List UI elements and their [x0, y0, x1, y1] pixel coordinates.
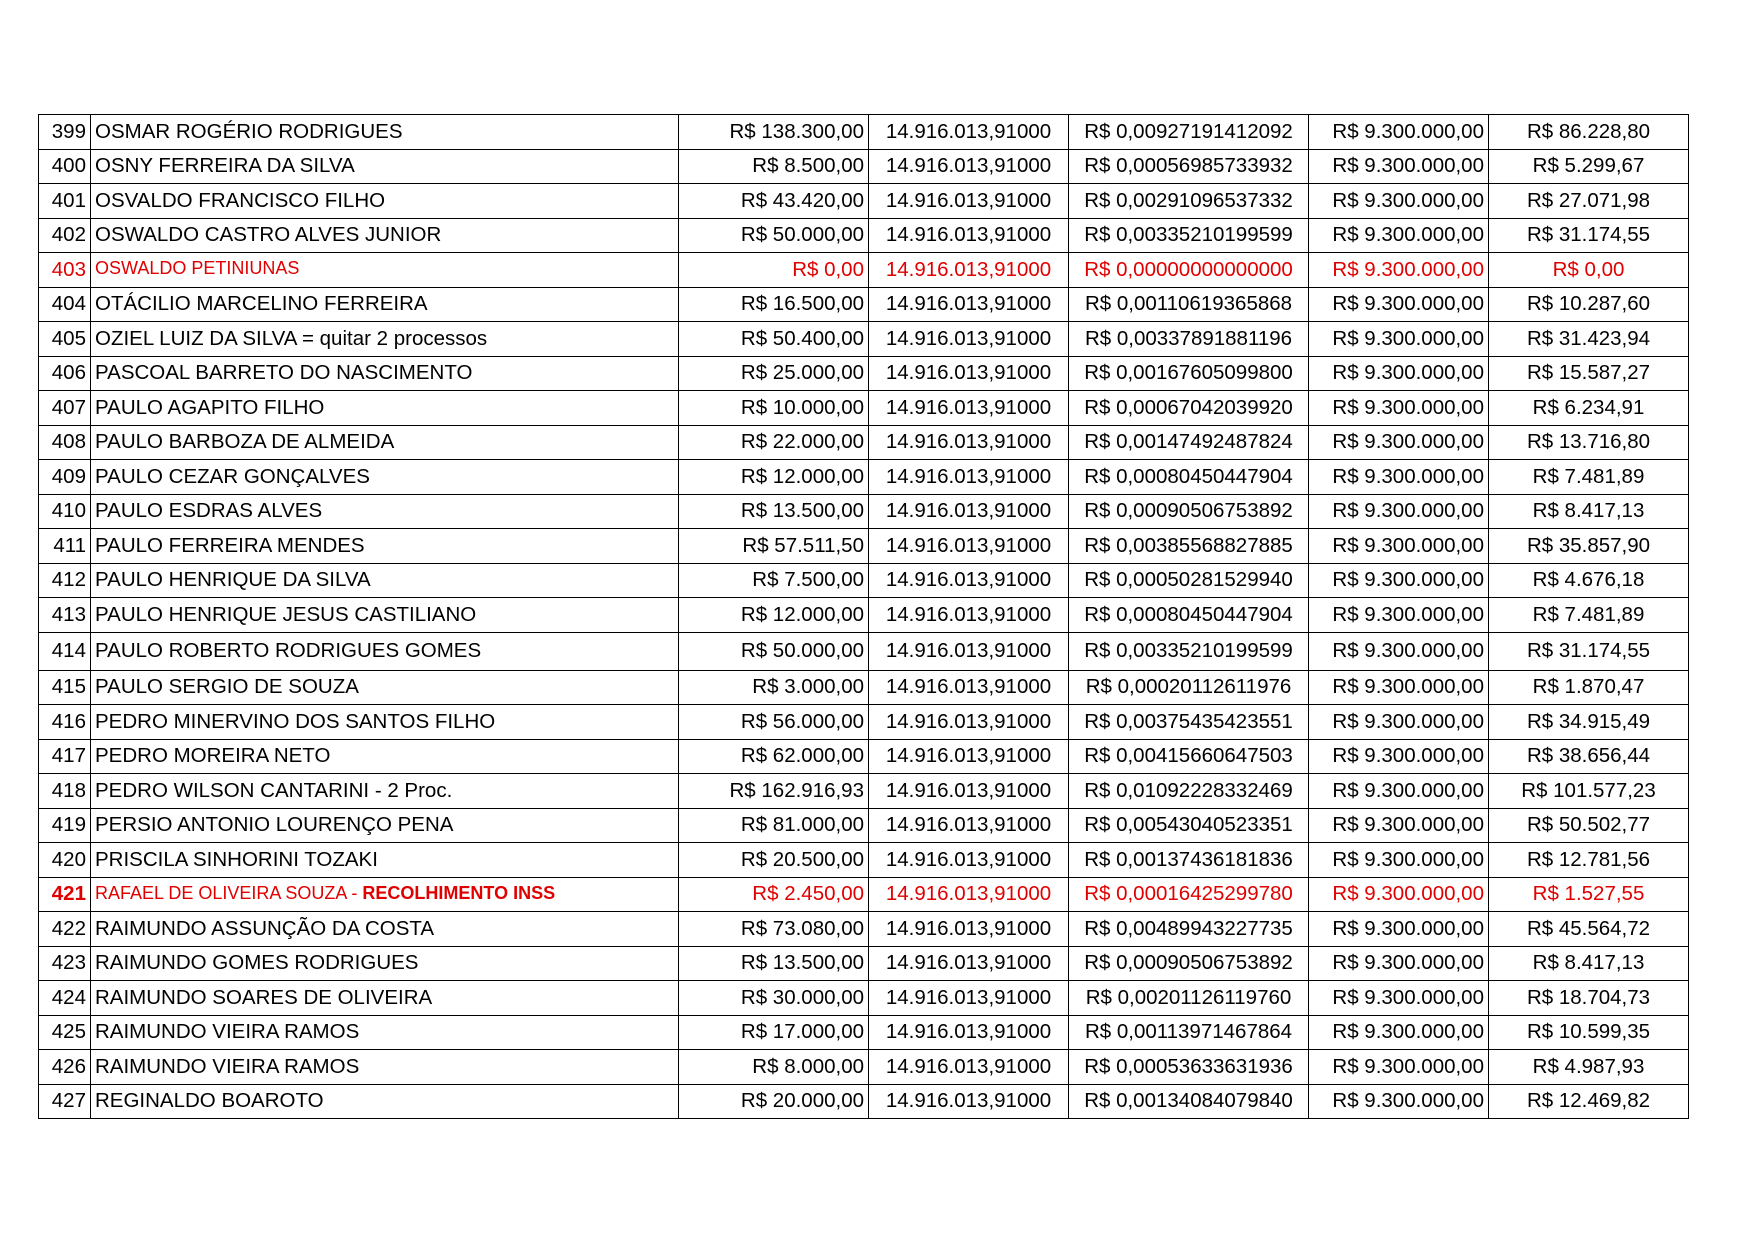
creditor-name: OSNY FERREIRA DA SILVA: [91, 149, 679, 184]
row-number: 404: [39, 287, 91, 322]
row-number: 427: [39, 1084, 91, 1119]
proportion-factor: R$ 0,00113971467864: [1069, 1015, 1309, 1050]
total-credits: 14.916.013,91000: [869, 149, 1069, 184]
creditor-name: [91, 877, 679, 912]
credit-amount: R$ 0,00: [679, 253, 869, 288]
proportion-factor: R$ 0,00056985733932: [1069, 149, 1309, 184]
proportion-factor: R$ 0,00080450447904: [1069, 460, 1309, 495]
row-number: 402: [39, 218, 91, 253]
row-number: 419: [39, 808, 91, 843]
creditor-name: RAIMUNDO ASSUNÇÃO DA COSTA: [91, 912, 679, 947]
payout-share: R$ 15.587,27: [1489, 356, 1689, 391]
row-number: 413: [39, 598, 91, 633]
payout-share: R$ 45.564,72: [1489, 912, 1689, 947]
creditor-name: PEDRO WILSON CANTARINI - 2 Proc.: [91, 774, 679, 809]
payout-share: R$ 1.527,55: [1489, 877, 1689, 912]
total-credits: 14.916.013,91000: [869, 912, 1069, 947]
total-credits: 14.916.013,91000: [869, 425, 1069, 460]
credit-amount: R$ 50.000,00: [679, 632, 869, 670]
total-credits: 14.916.013,91000: [869, 632, 1069, 670]
proportion-factor: R$ 0,00147492487824: [1069, 425, 1309, 460]
payout-share: R$ 35.857,90: [1489, 529, 1689, 564]
table-row: [39, 1050, 1689, 1085]
row-number: 412: [39, 563, 91, 598]
table-row: [39, 494, 1689, 529]
total-credits: 14.916.013,91000: [869, 774, 1069, 809]
credit-amount: R$ 20.000,00: [679, 1084, 869, 1119]
total-credits: 14.916.013,91000: [869, 322, 1069, 357]
total-credits: 14.916.013,91000: [869, 1050, 1069, 1085]
credit-amount: R$ 17.000,00: [679, 1015, 869, 1050]
available-pool: R$ 9.300.000,00: [1309, 184, 1489, 219]
creditor-name: PAULO AGAPITO FILHO: [91, 391, 679, 426]
creditor-name: PAULO BARBOZA DE ALMEIDA: [91, 425, 679, 460]
total-credits: 14.916.013,91000: [869, 739, 1069, 774]
table-row: [39, 184, 1689, 219]
proportion-factor: R$ 0,00000000000000: [1069, 253, 1309, 288]
credit-amount: R$ 12.000,00: [679, 460, 869, 495]
available-pool: R$ 9.300.000,00: [1309, 218, 1489, 253]
available-pool: R$ 9.300.000,00: [1309, 1050, 1489, 1085]
credit-amount: R$ 8.500,00: [679, 149, 869, 184]
available-pool: R$ 9.300.000,00: [1309, 563, 1489, 598]
creditor-name-text: RAFAEL DE OLIVEIRA SOUZA -: [95, 882, 363, 903]
available-pool: R$ 9.300.000,00: [1309, 877, 1489, 912]
creditor-table: [38, 114, 1689, 1119]
credit-amount: R$ 2.450,00: [679, 877, 869, 912]
credit-amount: R$ 30.000,00: [679, 981, 869, 1016]
total-credits: 14.916.013,91000: [869, 287, 1069, 322]
total-credits: 14.916.013,91000: [869, 946, 1069, 981]
creditor-name: PAULO ESDRAS ALVES: [91, 494, 679, 529]
payout-share: R$ 7.481,89: [1489, 460, 1689, 495]
proportion-factor: R$ 0,00543040523351: [1069, 808, 1309, 843]
credit-amount: R$ 50.400,00: [679, 322, 869, 357]
row-number: 411: [39, 529, 91, 564]
row-number: 405: [39, 322, 91, 357]
available-pool: R$ 9.300.000,00: [1309, 632, 1489, 670]
total-credits: 14.916.013,91000: [869, 705, 1069, 740]
creditor-name: PAULO FERREIRA MENDES: [91, 529, 679, 564]
available-pool: R$ 9.300.000,00: [1309, 115, 1489, 150]
table-row: [39, 529, 1689, 564]
row-number: 416: [39, 705, 91, 740]
credit-amount: R$ 57.511,50: [679, 529, 869, 564]
proportion-factor: R$ 0,00927191412092: [1069, 115, 1309, 150]
credit-amount: R$ 43.420,00: [679, 184, 869, 219]
table-row: [39, 670, 1689, 705]
proportion-factor: R$ 0,00375435423551: [1069, 705, 1309, 740]
table-row: [39, 774, 1689, 809]
row-number: 424: [39, 981, 91, 1016]
table-row: [39, 912, 1689, 947]
proportion-factor: R$ 0,00385568827885: [1069, 529, 1309, 564]
payout-share: R$ 8.417,13: [1489, 946, 1689, 981]
proportion-factor: R$ 0,00167605099800: [1069, 356, 1309, 391]
table-row: [39, 632, 1689, 670]
total-credits: 14.916.013,91000: [869, 1084, 1069, 1119]
proportion-factor: R$ 0,00016425299780: [1069, 877, 1309, 912]
payout-share: R$ 13.716,80: [1489, 425, 1689, 460]
creditor-name: PASCOAL BARRETO DO NASCIMENTO: [91, 356, 679, 391]
creditor-name: RAIMUNDO GOMES RODRIGUES: [91, 946, 679, 981]
available-pool: R$ 9.300.000,00: [1309, 739, 1489, 774]
table-row: [39, 322, 1689, 357]
row-number: 400: [39, 149, 91, 184]
creditor-name: OSWALDO CASTRO ALVES JUNIOR: [91, 218, 679, 253]
row-number: 401: [39, 184, 91, 219]
row-number: 406: [39, 356, 91, 391]
proportion-factor: R$ 0,00201126119760: [1069, 981, 1309, 1016]
available-pool: R$ 9.300.000,00: [1309, 912, 1489, 947]
available-pool: R$ 9.300.000,00: [1309, 494, 1489, 529]
available-pool: R$ 9.300.000,00: [1309, 529, 1489, 564]
proportion-factor: R$ 0,00335210199599: [1069, 632, 1309, 670]
table-row: [39, 391, 1689, 426]
payout-share: R$ 31.174,55: [1489, 632, 1689, 670]
payout-share: R$ 31.423,94: [1489, 322, 1689, 357]
available-pool: R$ 9.300.000,00: [1309, 425, 1489, 460]
proportion-factor: R$ 0,00067042039920: [1069, 391, 1309, 426]
payout-share: R$ 4.987,93: [1489, 1050, 1689, 1085]
row-number: 410: [39, 494, 91, 529]
total-credits: 14.916.013,91000: [869, 253, 1069, 288]
row-number: 399: [39, 115, 91, 150]
payout-share: R$ 1.870,47: [1489, 670, 1689, 705]
table-row: [39, 981, 1689, 1016]
available-pool: R$ 9.300.000,00: [1309, 322, 1489, 357]
creditor-name: PAULO ROBERTO RODRIGUES GOMES: [91, 632, 679, 670]
credit-amount: R$ 10.000,00: [679, 391, 869, 426]
payout-share: R$ 12.469,82: [1489, 1084, 1689, 1119]
creditor-name: PERSIO ANTONIO LOURENÇO PENA: [91, 808, 679, 843]
table-row: [39, 808, 1689, 843]
row-number: 417: [39, 739, 91, 774]
proportion-factor: R$ 0,00291096537332: [1069, 184, 1309, 219]
table-row: [39, 705, 1689, 740]
creditor-name: RAIMUNDO VIEIRA RAMOS: [91, 1015, 679, 1050]
credit-amount: R$ 16.500,00: [679, 287, 869, 322]
row-number: 420: [39, 843, 91, 878]
total-credits: 14.916.013,91000: [869, 115, 1069, 150]
total-credits: 14.916.013,91000: [869, 460, 1069, 495]
total-credits: 14.916.013,91000: [869, 529, 1069, 564]
credit-amount: R$ 50.000,00: [679, 218, 869, 253]
credit-amount: R$ 62.000,00: [679, 739, 869, 774]
credit-amount: R$ 22.000,00: [679, 425, 869, 460]
creditor-name: PRISCILA SINHORINI TOZAKI: [91, 843, 679, 878]
credit-amount: R$ 162.916,93: [679, 774, 869, 809]
credit-amount: R$ 8.000,00: [679, 1050, 869, 1085]
available-pool: R$ 9.300.000,00: [1309, 1015, 1489, 1050]
table-row: [39, 460, 1689, 495]
table-row-highlighted: [39, 253, 1689, 288]
credit-amount: R$ 13.500,00: [679, 946, 869, 981]
spreadsheet-page: [38, 114, 1688, 1119]
available-pool: R$ 9.300.000,00: [1309, 287, 1489, 322]
total-credits: 14.916.013,91000: [869, 494, 1069, 529]
available-pool: R$ 9.300.000,00: [1309, 670, 1489, 705]
creditor-name: PAULO HENRIQUE DA SILVA: [91, 563, 679, 598]
payout-share: R$ 7.481,89: [1489, 598, 1689, 633]
table-row: [39, 115, 1689, 150]
total-credits: 14.916.013,91000: [869, 218, 1069, 253]
payout-share: R$ 8.417,13: [1489, 494, 1689, 529]
total-credits: 14.916.013,91000: [869, 808, 1069, 843]
available-pool: R$ 9.300.000,00: [1309, 981, 1489, 1016]
proportion-factor: R$ 0,00137436181836: [1069, 843, 1309, 878]
row-number: 423: [39, 946, 91, 981]
row-number: 407: [39, 391, 91, 426]
proportion-factor: R$ 0,00080450447904: [1069, 598, 1309, 633]
available-pool: R$ 9.300.000,00: [1309, 946, 1489, 981]
proportion-factor: R$ 0,01092228332469: [1069, 774, 1309, 809]
credit-amount: R$ 3.000,00: [679, 670, 869, 705]
proportion-factor: R$ 0,00053633631936: [1069, 1050, 1309, 1085]
proportion-factor: R$ 0,00090506753892: [1069, 946, 1309, 981]
creditor-name: OZIEL LUIZ DA SILVA = quitar 2 processos: [91, 322, 679, 357]
table-row: [39, 598, 1689, 633]
available-pool: R$ 9.300.000,00: [1309, 460, 1489, 495]
total-credits: 14.916.013,91000: [869, 981, 1069, 1016]
table-row: [39, 843, 1689, 878]
credit-amount: R$ 25.000,00: [679, 356, 869, 391]
credit-amount: R$ 13.500,00: [679, 494, 869, 529]
payout-share: R$ 4.676,18: [1489, 563, 1689, 598]
table-row: [39, 563, 1689, 598]
row-number: 408: [39, 425, 91, 460]
table-row: [39, 739, 1689, 774]
creditor-name-note: RECOLHIMENTO INSS: [362, 882, 556, 903]
payout-share: R$ 86.228,80: [1489, 115, 1689, 150]
payout-share: R$ 27.071,98: [1489, 184, 1689, 219]
creditor-name: PAULO HENRIQUE JESUS CASTILIANO: [91, 598, 679, 633]
total-credits: 14.916.013,91000: [869, 598, 1069, 633]
total-credits: 14.916.013,91000: [869, 356, 1069, 391]
available-pool: R$ 9.300.000,00: [1309, 774, 1489, 809]
payout-share: R$ 5.299,67: [1489, 149, 1689, 184]
table-row: [39, 1084, 1689, 1119]
creditor-name: OSVALDO FRANCISCO FILHO: [91, 184, 679, 219]
proportion-factor: R$ 0,00020112611976: [1069, 670, 1309, 705]
credit-amount: R$ 73.080,00: [679, 912, 869, 947]
row-number: 421: [39, 877, 91, 912]
creditor-name: PAULO SERGIO DE SOUZA: [91, 670, 679, 705]
available-pool: R$ 9.300.000,00: [1309, 391, 1489, 426]
creditor-name: REGINALDO BOAROTO: [91, 1084, 679, 1119]
row-number: 415: [39, 670, 91, 705]
available-pool: R$ 9.300.000,00: [1309, 598, 1489, 633]
table-row: [39, 287, 1689, 322]
proportion-factor: R$ 0,00489943227735: [1069, 912, 1309, 947]
payout-share: R$ 34.915,49: [1489, 705, 1689, 740]
table-row: [39, 149, 1689, 184]
available-pool: R$ 9.300.000,00: [1309, 705, 1489, 740]
proportion-factor: R$ 0,00335210199599: [1069, 218, 1309, 253]
available-pool: R$ 9.300.000,00: [1309, 356, 1489, 391]
creditor-name: OSWALDO PETINIUNAS: [91, 253, 679, 288]
payout-share: R$ 10.287,60: [1489, 287, 1689, 322]
available-pool: R$ 9.300.000,00: [1309, 1084, 1489, 1119]
credit-amount: R$ 138.300,00: [679, 115, 869, 150]
proportion-factor: R$ 0,00110619365868: [1069, 287, 1309, 322]
payout-share: R$ 31.174,55: [1489, 218, 1689, 253]
credit-amount: R$ 56.000,00: [679, 705, 869, 740]
total-credits: 14.916.013,91000: [869, 670, 1069, 705]
total-credits: 14.916.013,91000: [869, 184, 1069, 219]
available-pool: R$ 9.300.000,00: [1309, 253, 1489, 288]
row-number: 422: [39, 912, 91, 947]
available-pool: R$ 9.300.000,00: [1309, 149, 1489, 184]
payout-share: R$ 101.577,23: [1489, 774, 1689, 809]
total-credits: 14.916.013,91000: [869, 843, 1069, 878]
credit-amount: R$ 20.500,00: [679, 843, 869, 878]
credit-amount: R$ 81.000,00: [679, 808, 869, 843]
creditor-name: PEDRO MOREIRA NETO: [91, 739, 679, 774]
proportion-factor: R$ 0,00415660647503: [1069, 739, 1309, 774]
table-row: [39, 425, 1689, 460]
total-credits: 14.916.013,91000: [869, 1015, 1069, 1050]
row-number: 409: [39, 460, 91, 495]
total-credits: 14.916.013,91000: [869, 391, 1069, 426]
payout-share: R$ 10.599,35: [1489, 1015, 1689, 1050]
payout-share: R$ 18.704,73: [1489, 981, 1689, 1016]
payout-share: R$ 50.502,77: [1489, 808, 1689, 843]
proportion-factor: R$ 0,00050281529940: [1069, 563, 1309, 598]
payout-share: R$ 0,00: [1489, 253, 1689, 288]
payout-share: R$ 6.234,91: [1489, 391, 1689, 426]
row-number: 426: [39, 1050, 91, 1085]
creditor-name: OTÁCILIO MARCELINO FERREIRA: [91, 287, 679, 322]
creditor-name: RAIMUNDO VIEIRA RAMOS: [91, 1050, 679, 1085]
table-row: [39, 1015, 1689, 1050]
available-pool: R$ 9.300.000,00: [1309, 843, 1489, 878]
creditor-name: OSMAR ROGÉRIO RODRIGUES: [91, 115, 679, 150]
creditor-name: PEDRO MINERVINO DOS SANTOS FILHO: [91, 705, 679, 740]
total-credits: 14.916.013,91000: [869, 877, 1069, 912]
available-pool: R$ 9.300.000,00: [1309, 808, 1489, 843]
total-credits: 14.916.013,91000: [869, 563, 1069, 598]
row-number: 425: [39, 1015, 91, 1050]
row-number: 403: [39, 253, 91, 288]
proportion-factor: R$ 0,00337891881196: [1069, 322, 1309, 357]
creditor-table-body: [39, 115, 1689, 1119]
credit-amount: R$ 12.000,00: [679, 598, 869, 633]
row-number: 418: [39, 774, 91, 809]
table-row: [39, 218, 1689, 253]
row-number: 414: [39, 632, 91, 670]
credit-amount: R$ 7.500,00: [679, 563, 869, 598]
creditor-name: RAIMUNDO SOARES DE OLIVEIRA: [91, 981, 679, 1016]
proportion-factor: R$ 0,00090506753892: [1069, 494, 1309, 529]
table-row: [39, 946, 1689, 981]
proportion-factor: R$ 0,00134084079840: [1069, 1084, 1309, 1119]
table-row-highlighted: [39, 877, 1689, 912]
table-row: [39, 356, 1689, 391]
payout-share: R$ 12.781,56: [1489, 843, 1689, 878]
creditor-name: PAULO CEZAR GONÇALVES: [91, 460, 679, 495]
payout-share: R$ 38.656,44: [1489, 739, 1689, 774]
